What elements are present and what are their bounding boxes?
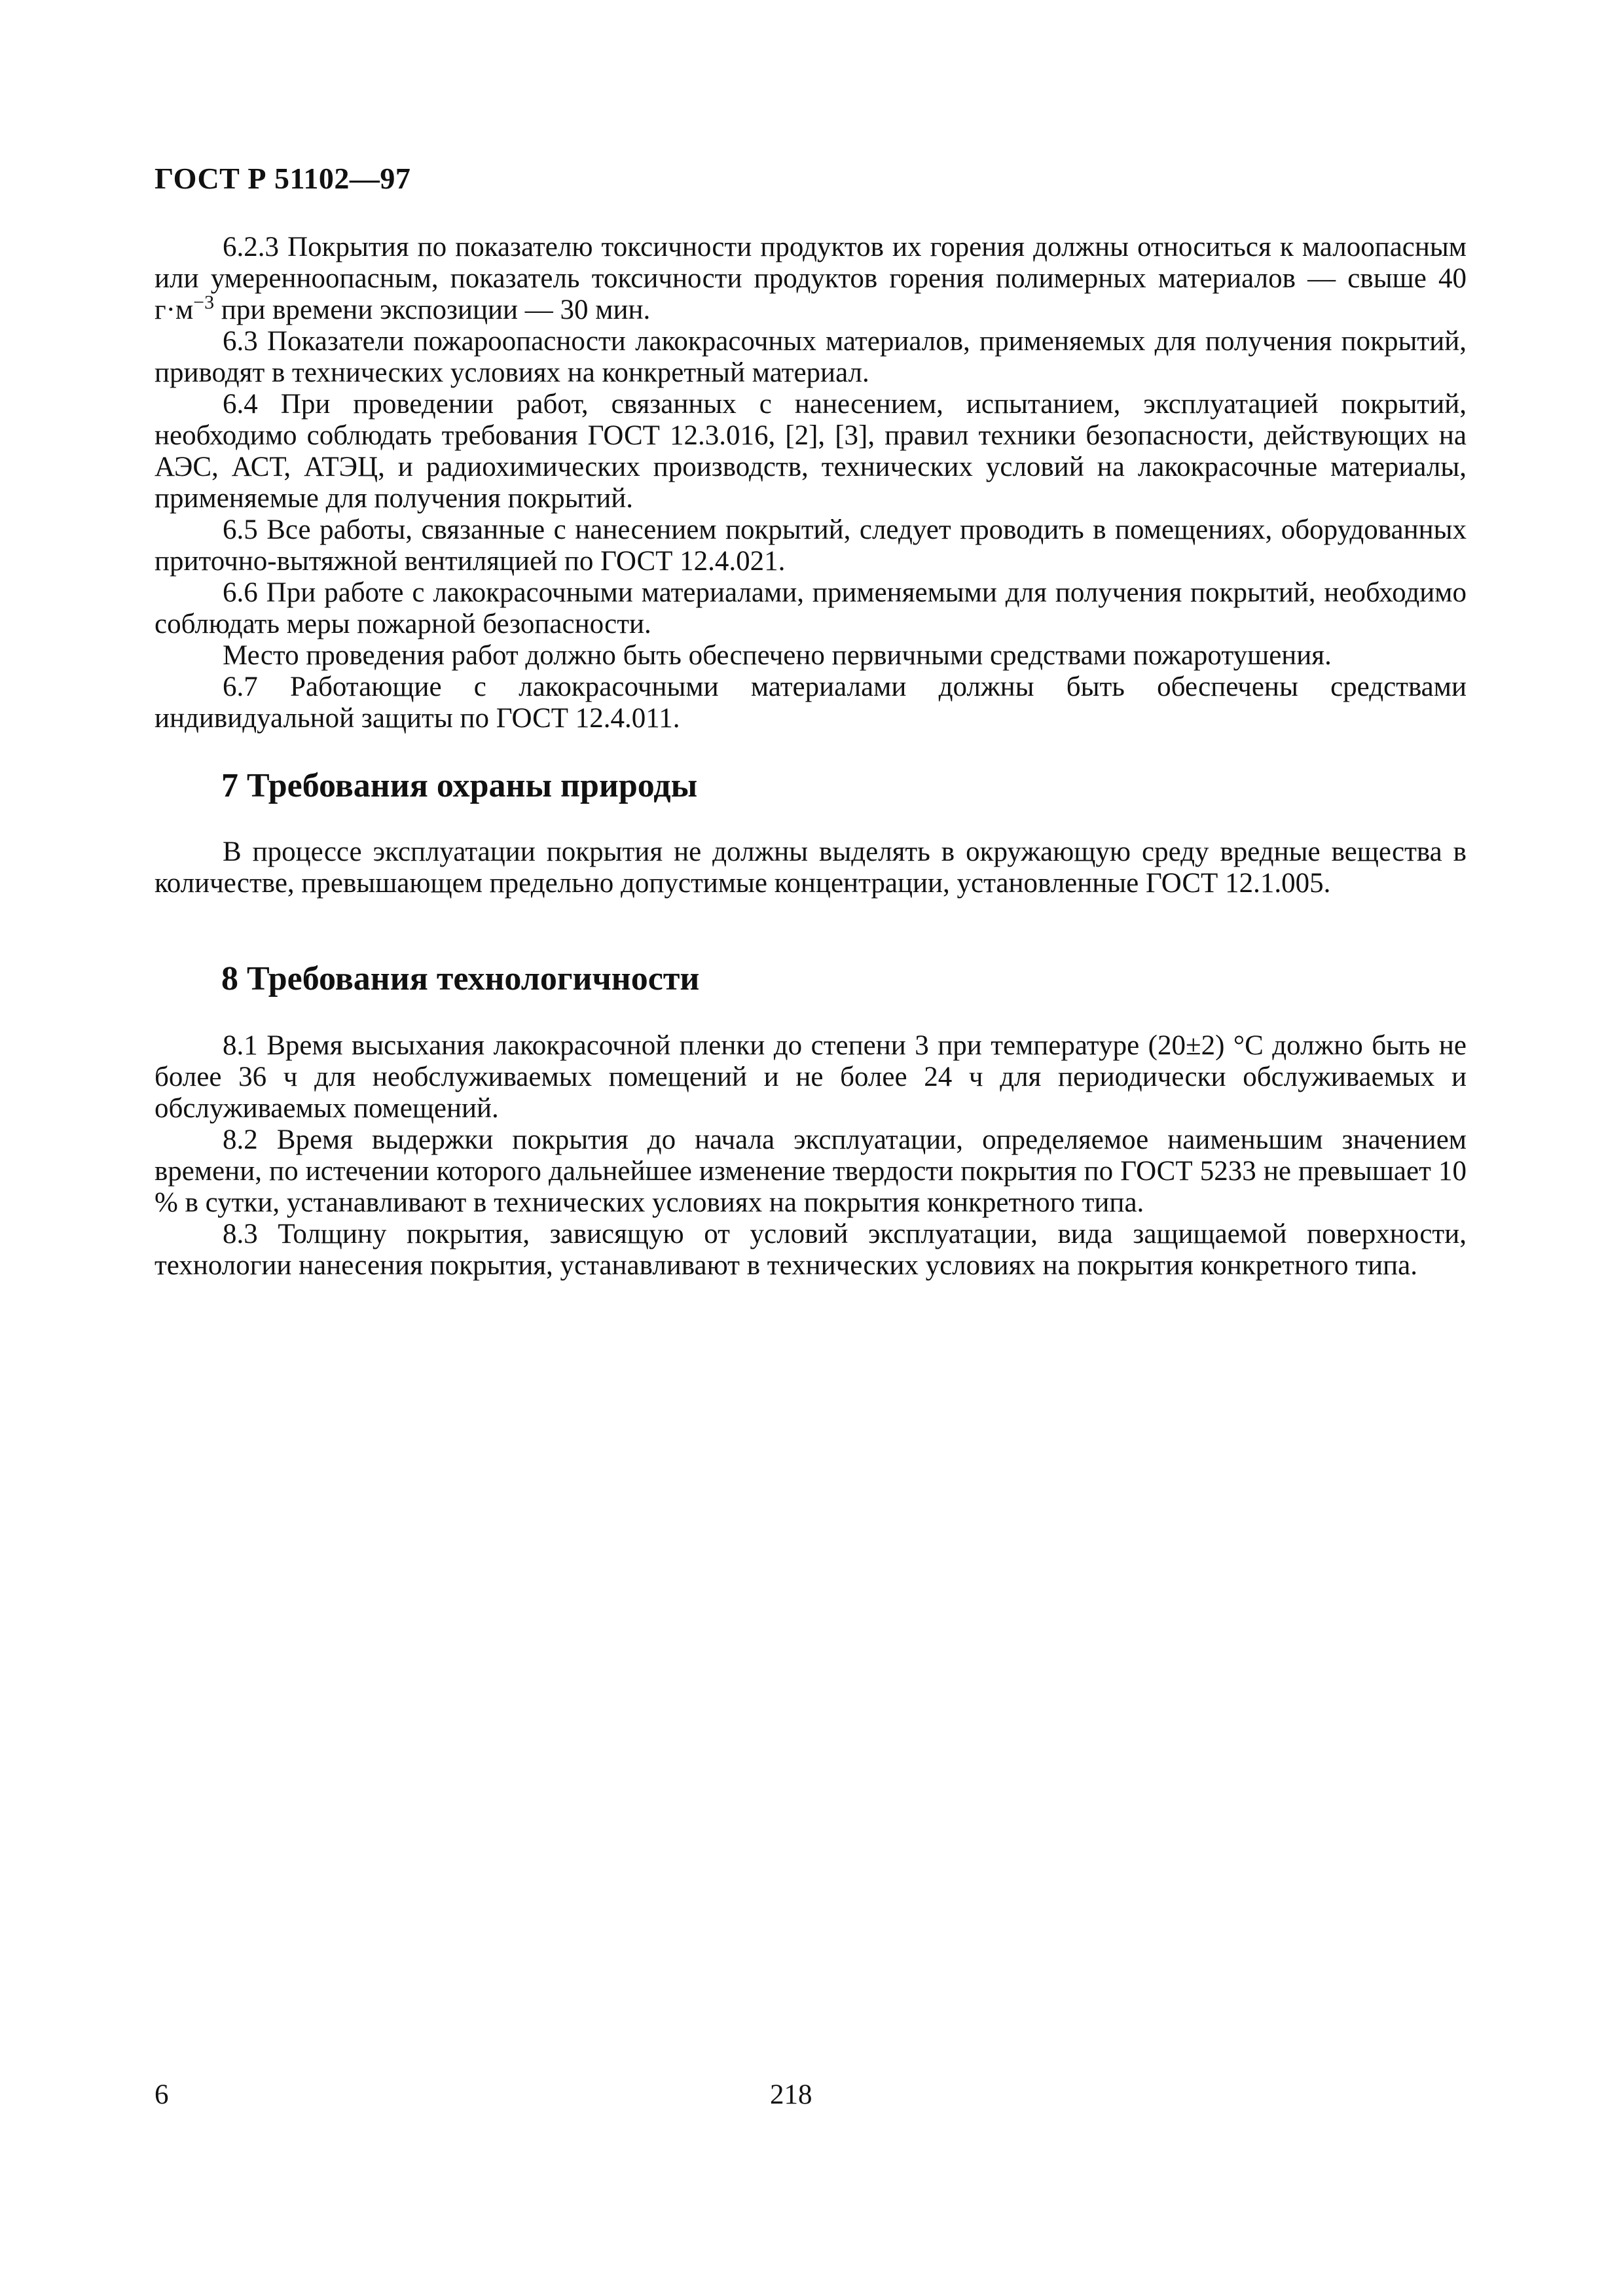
paragraph-6-2-3-tail: при времени экспозиции — 30 мин.	[214, 295, 651, 325]
section-7-title: 7 Требования охраны природы	[221, 767, 698, 804]
sheet-number: 218	[770, 2079, 812, 2110]
paragraph-8-2: 8.2 Время выдержки покрытия до начала эксплуатации, определяемое наименьшим значением времени, по истечении которого дальнейшее изменение твердости покрытия по ГОСТ 5233 не превышает 10 % в сутки, устанавливают в технических условиях на покрытия конкретного типа.	[155, 1124, 1467, 1218]
paragraph-7: В процессе эксплуатации покрытия не должны выделять в окружающую среду вредные вещества в количестве, превышающем предельно допустимые концентрации, установленные ГОСТ 12.1.005.	[155, 836, 1467, 899]
paragraph-6-6-continued: Место проведения работ должно быть обеспечено первичными средствами пожаротушения.	[223, 640, 1332, 671]
exponent: −3	[193, 291, 215, 314]
document-header: ГОСТ Р 51102—97	[155, 162, 411, 195]
section-6-body	[155, 232, 1467, 734]
paragraph-6-3: 6.3 Показатели пожароопасности лакокрасочных материалов, применяемых для получения покрытий, приводят в технических условиях на конкретный материал.	[155, 326, 1467, 388]
section-8-body	[155, 1030, 1467, 1282]
page-number: 6	[155, 2079, 169, 2110]
paragraph-8-1: 8.1 Время высыхания лакокрасочной пленки до степени 3 при температуре (20±2) °С должно быть не более 36 ч для необслуживаемых помещений и не более 24 ч для периодически обслуживаемых и обслуживаемых помещений.	[155, 1030, 1467, 1124]
paragraph-6-4: 6.4 При проведении работ, связанных с нанесением, испытанием, эксплуатацией покрытий, необходимо соблюдать требования ГОСТ 12.3.016, [2], [3], правил техники безопасности, действующих на АЭС, АСТ, АТЭЦ, и радиохимических производств, технических условий на лакокрасочные материалы, применяемые для получения покрытий.	[155, 389, 1467, 514]
paragraph-6-2-3-text: 6.2.3 Покрытия по показателю токсичности продуктов их горения должны относиться к малоопасным или умеренноопасным, показатель токсичности продуктов горения полимерных материалов — свыше 40 г·м	[155, 232, 1467, 325]
paragraph-6-6: 6.6 При работе с лакокрасочными материалами, применяемыми для получения покрытий, необходимо соблюдать меры пожарной безопасности.	[155, 577, 1467, 639]
paragraph-6-5: 6.5 Все работы, связанные с нанесением покрытий, следует проводить в помещениях, оборудованных приточно-вытяжной вентиляцией по ГОСТ 12.4.021.	[155, 514, 1467, 577]
paragraph-6-2-3	[155, 232, 1467, 326]
section-8-title: 8 Требования технологичности	[221, 960, 700, 997]
section-7-body	[155, 836, 1467, 899]
paragraph-8-3: 8.3 Толщину покрытия, зависящую от условий эксплуатации, вида защищаемой поверхности, технологии нанесения покрытия, устанавливают в технических условиях на покрытия конкретного типа.	[155, 1219, 1467, 1281]
paragraph-6-7: 6.7 Работающие с лакокрасочными материалами должны быть обеспечены средствами индивидуальной защиты по ГОСТ 12.4.011.	[155, 672, 1467, 734]
